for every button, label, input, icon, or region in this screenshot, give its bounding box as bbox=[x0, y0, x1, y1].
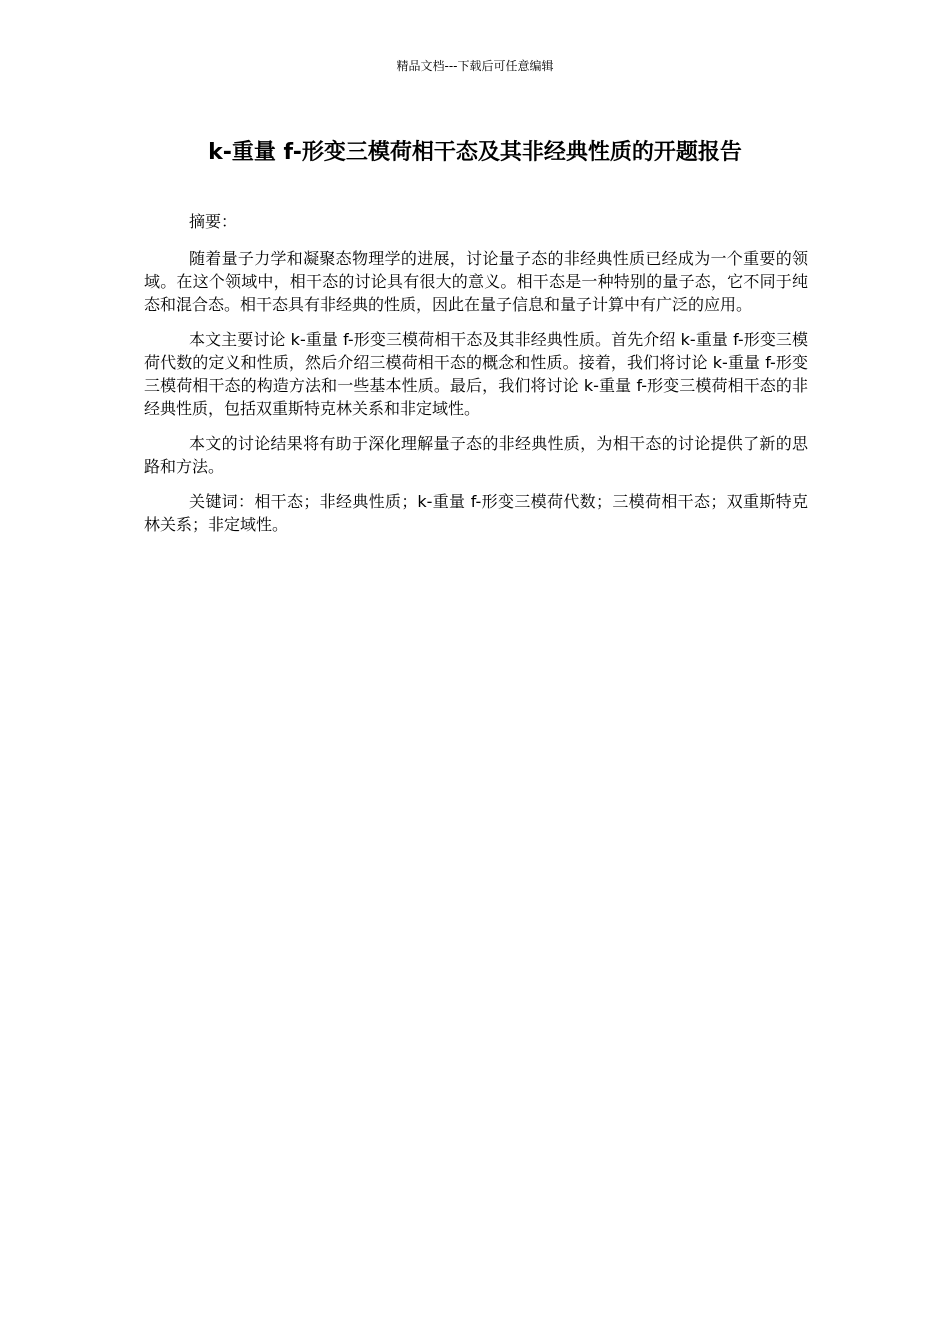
body-paragraph-3: 本文的讨论结果将有助于深化理解量子态的非经典性质，为相干态的讨论提供了新的思路和方法。 bbox=[144, 434, 808, 476]
document-title: k-重量 f-形变三模荷相干态及其非经典性质的开题报告 bbox=[208, 140, 742, 165]
keywords-paragraph: 关键词：相干态；非经典性质；k-重量 f-形变三模荷代数；三模荷相干态；双重斯特克林关系；非定域性。 bbox=[144, 492, 808, 534]
abstract-label: 摘要： bbox=[189, 212, 238, 231]
page-header-note: 精品文档---下载后可任意编辑 bbox=[396, 59, 554, 73]
document-body bbox=[144, 210, 808, 548]
body-paragraph-2: 本文主要讨论 k-重量 f-形变三模荷相干态及其非经典性质。首先介绍 k-重量 f-形变三模荷代数的定义和性质，然后介绍三模荷相干态的概念和性质。接着，我们将讨论 k-重量 f-形变三模荷相干态的构造方法和一些基本性质。最后，我们将讨论 k-重量 f-形变三模荷相干态的非经典性质，包括双重斯特克林关系和非定域性。 bbox=[144, 330, 808, 418]
body-paragraph-1: 随着量子力学和凝聚态物理学的进展，讨论量子态的非经典性质已经成为一个重要的领域。在这个领域中，相干态的讨论具有很大的意义。相干态是一种特别的量子态，它不同于纯态和混合态。相干态具有非经典的性质，因此在量子信息和量子计算中有广泛的应用。 bbox=[144, 249, 808, 314]
